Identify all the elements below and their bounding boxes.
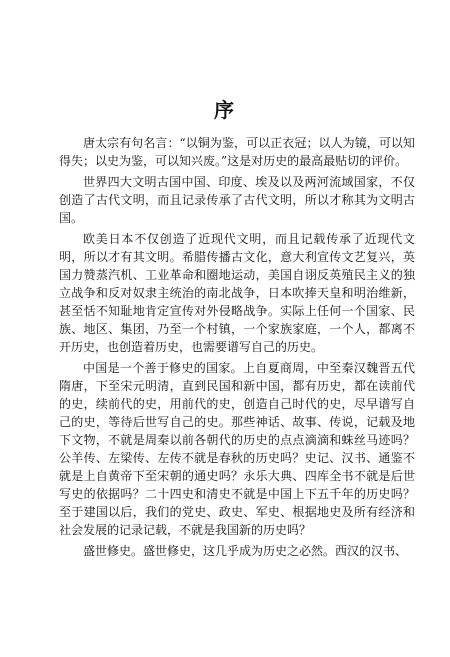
paragraph: 中国是一个善于修史的国家。上自夏商周，中至秦汉魏晋五代隋唐，下至宋元明清，直到民国和新中国，都有历史，都在读前代的史，续前代的史，用前代的史，创造自己时代的史，尽早谱写自己的史，等待后世写自己的史。那些神话、故事、传说，记载及地下文物，不就是周秦以前各朝代的历史的点点滴滴和蛛丝马迹吗？公羊传、左梁传、左传不就是春秋的历史吗？史记、汉书、通鉴不就是上自黄帝下至宋朝的通史吗？永乐大典、四库全书不就是后世写史的依据吗？二十四史和清史不就是中国上下五千年的历史吗？至于建国以后，我们的党史、政史、军史、根据地史及所有经济和社会发展的记录记载，不就是我国新的历史吗？: [59, 361, 415, 537]
paragraph: 欧美日本不仅创造了近现代文明，而且记载传承了近现代文明，所以才有其文明。希腊传播古文化，意大利宣传文艺复兴，英国力赞蒸汽机、工业革命和圈地运动，美国自诩反英殖民主义的独立战争和反对奴隶主统治的南北战争，日本吹捧天皇和明治维新，甚至恬不知耻地肯定宣传对外侵略战争。实际上任何一个国家、民族、地区、集团，乃至一个村镇，一个家族家庭，一个人，都离不开历史，也创造着历史，也需要谱写自己的历史。: [59, 232, 415, 354]
paragraph: 世界四大文明古国中国、印度、埃及以及两河流域国家，不仅创造了古代文明，而且记录传承了古代文明，所以才称其为文明古国。: [59, 175, 415, 225]
paragraph: 盛世修史。盛世修史，这几乎成为历史之必然。西汉的汉书、: [83, 544, 408, 558]
document-body: [59, 134, 415, 563]
paragraph: 唐太宗有句名言：“以铜为鉴，可以正衣冠；以人为镜，可以知得失；以史为鉴，可以知兴废。”这是对历史的最高最贴切的评价。: [59, 136, 415, 168]
page-title: 序: [214, 98, 236, 122]
